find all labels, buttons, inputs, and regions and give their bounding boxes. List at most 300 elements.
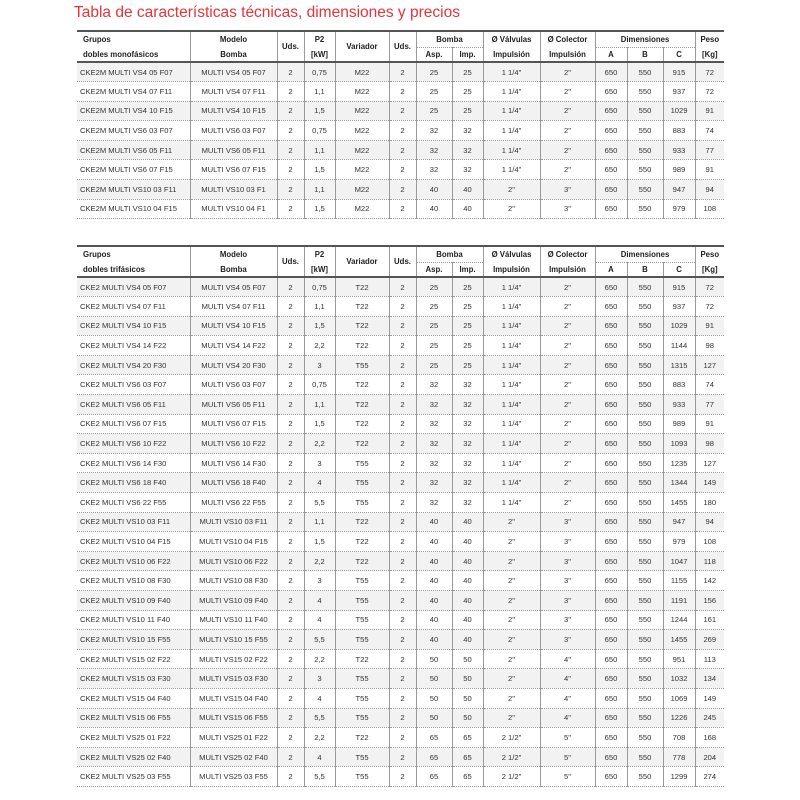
table-row xyxy=(77,316,724,336)
col-header-peso-unit: [Kg] xyxy=(695,262,724,277)
cell-dim-b: 550 xyxy=(627,199,663,219)
cell-imp: 32 xyxy=(452,121,483,141)
cell-peso: 72 xyxy=(695,82,724,102)
cell-dim-a: 650 xyxy=(595,728,627,748)
cell-dim-a: 650 xyxy=(595,297,627,317)
spec-table-monofasicos xyxy=(77,30,724,219)
cell-modelo: MULTI VS10 03 F1 xyxy=(190,180,277,200)
cell-asp: 32 xyxy=(416,453,452,473)
cell-peso: 94 xyxy=(695,180,724,200)
cell-uds: 2 xyxy=(277,532,304,552)
cell-dim-c: 947 xyxy=(663,512,695,532)
cell-modelo: MULTI VS6 07 F15 xyxy=(190,414,277,434)
cell-uds: 2 xyxy=(277,551,304,571)
col-header-uds2: Uds. xyxy=(389,246,416,277)
cell-colector: 3" xyxy=(540,610,595,630)
page-title: Tabla de características técnicas, dimensiones y precios xyxy=(74,4,460,21)
cell-imp: 32 xyxy=(452,493,483,513)
cell-asp: 50 xyxy=(416,708,452,728)
cell-uds: 2 xyxy=(277,747,304,767)
cell-peso: 77 xyxy=(695,140,724,160)
cell-variador: T22 xyxy=(335,532,389,552)
table-row xyxy=(77,551,724,571)
table-row xyxy=(77,434,724,454)
cell-p2: 5,5 xyxy=(304,493,335,513)
cell-dim-a: 650 xyxy=(595,375,627,395)
cell-valvulas: 2" xyxy=(483,532,540,552)
cell-colector: 3" xyxy=(540,180,595,200)
cell-asp: 32 xyxy=(416,395,452,415)
cell-grupo: CKE2M MULTI VS10 03 F11 xyxy=(80,184,177,194)
cell-dim-c: 937 xyxy=(663,297,695,317)
cell-imp: 40 xyxy=(452,199,483,219)
cell-dim-b: 550 xyxy=(627,688,663,708)
cell-valvulas: 1 1/4" xyxy=(483,297,540,317)
cell-valvulas: 1 1/4" xyxy=(483,355,540,375)
cell-valvulas: 2" xyxy=(483,591,540,611)
cell-dim-a: 650 xyxy=(595,669,627,689)
cell-peso: 108 xyxy=(695,532,724,552)
cell-dim-a: 650 xyxy=(595,747,627,767)
cell-p2: 0,75 xyxy=(304,62,335,82)
cell-imp: 25 xyxy=(452,82,483,102)
cell-modelo: MULTI VS10 06 F22 xyxy=(190,551,277,571)
cell-modelo: MULTI VS15 02 F22 xyxy=(190,649,277,669)
cell-colector: 2" xyxy=(540,101,595,121)
cell-asp: 40 xyxy=(416,180,452,200)
cell-p2: 0,75 xyxy=(304,375,335,395)
cell-modelo: MULTI VS4 10 F15 xyxy=(190,316,277,336)
cell-dim-c: 1455 xyxy=(663,630,695,650)
col-header-dimensiones: Dimensiones xyxy=(595,31,695,47)
cell-dim-a: 650 xyxy=(595,62,627,82)
cell-dim-c: 1093 xyxy=(663,434,695,454)
cell-grupo: CKE2 MULTI VS10 11 F40 xyxy=(80,615,171,625)
cell-dim-b: 550 xyxy=(627,493,663,513)
cell-variador: M22 xyxy=(335,121,389,141)
cell-colector: 2" xyxy=(540,316,595,336)
cell-colector: 5" xyxy=(540,728,595,748)
cell-p2: 1,5 xyxy=(304,160,335,180)
cell-grupo: CKE2 MULTI VS4 07 F11 xyxy=(80,301,166,311)
cell-uds: 2 xyxy=(277,355,304,375)
cell-peso: 72 xyxy=(695,297,724,317)
col-header-c: C xyxy=(663,262,695,277)
cell-modelo: MULTI VS6 07 F15 xyxy=(190,160,277,180)
cell-valvulas: 1 1/4" xyxy=(483,395,540,415)
cell-dim-b: 550 xyxy=(627,669,663,689)
cell-grupo: CKE2 MULTI VS10 08 F30 xyxy=(80,576,171,586)
cell-asp: 40 xyxy=(416,610,452,630)
cell-dim-b: 550 xyxy=(627,395,663,415)
cell-uds2: 2 xyxy=(389,395,416,415)
cell-dim-c: 1235 xyxy=(663,453,695,473)
cell-colector: 5" xyxy=(540,747,595,767)
cell-colector: 2" xyxy=(540,121,595,141)
cell-peso: 156 xyxy=(695,591,724,611)
cell-asp: 32 xyxy=(416,121,452,141)
cell-valvulas: 1 1/4" xyxy=(483,82,540,102)
cell-peso: 72 xyxy=(695,62,724,82)
cell-valvulas: 1 1/4" xyxy=(483,62,540,82)
cell-variador: T55 xyxy=(335,669,389,689)
cell-dim-a: 650 xyxy=(595,199,627,219)
col-header-asp: Asp. xyxy=(416,262,452,277)
cell-dim-b: 550 xyxy=(627,649,663,669)
table-row xyxy=(77,336,724,356)
table-row xyxy=(77,473,724,493)
cell-dim-b: 550 xyxy=(627,316,663,336)
cell-uds2: 2 xyxy=(389,728,416,748)
cell-dim-a: 650 xyxy=(595,649,627,669)
table-row xyxy=(77,297,724,317)
cell-grupo: CKE2 MULTI VS6 10 F22 xyxy=(80,439,167,449)
col-header-variador: Variador xyxy=(335,31,389,62)
cell-asp: 65 xyxy=(416,767,452,787)
col-header-uds: Uds. xyxy=(277,246,304,277)
cell-dim-b: 550 xyxy=(627,708,663,728)
cell-dim-c: 1144 xyxy=(663,336,695,356)
cell-modelo: MULTI VS10 15 F55 xyxy=(190,630,277,650)
cell-uds2: 2 xyxy=(389,610,416,630)
col-header-uds: Uds. xyxy=(277,31,304,62)
cell-valvulas: 1 1/4" xyxy=(483,414,540,434)
cell-colector: 3" xyxy=(540,199,595,219)
cell-uds: 2 xyxy=(277,669,304,689)
col-header-colector-sub: Impulsión xyxy=(540,47,595,62)
cell-uds: 2 xyxy=(277,414,304,434)
cell-valvulas: 2" xyxy=(483,669,540,689)
cell-asp: 40 xyxy=(416,630,452,650)
cell-uds: 2 xyxy=(277,630,304,650)
cell-peso: 91 xyxy=(695,101,724,121)
cell-uds2: 2 xyxy=(389,199,416,219)
cell-grupo: CKE2 MULTI VS15 02 F22 xyxy=(80,654,171,664)
cell-peso: 127 xyxy=(695,453,724,473)
cell-modelo: MULTI VS4 20 F30 xyxy=(190,355,277,375)
cell-peso: 91 xyxy=(695,316,724,336)
cell-modelo: MULTI VS10 11 F40 xyxy=(190,610,277,630)
cell-uds2: 2 xyxy=(389,62,416,82)
cell-peso: 77 xyxy=(695,395,724,415)
cell-uds: 2 xyxy=(277,160,304,180)
cell-uds: 2 xyxy=(277,688,304,708)
cell-dim-c: 915 xyxy=(663,62,695,82)
col-header-colector: Ø Colector xyxy=(540,246,595,262)
table-row xyxy=(77,199,724,219)
col-header-bomba: Bomba xyxy=(416,246,483,262)
col-header-peso: Peso xyxy=(695,246,724,262)
cell-p2: 1,5 xyxy=(304,414,335,434)
cell-asp: 50 xyxy=(416,649,452,669)
cell-uds2: 2 xyxy=(389,355,416,375)
cell-asp: 25 xyxy=(416,297,452,317)
table-row xyxy=(77,101,724,121)
cell-uds: 2 xyxy=(277,316,304,336)
cell-asp: 65 xyxy=(416,747,452,767)
cell-variador: T22 xyxy=(335,277,389,297)
cell-dim-a: 650 xyxy=(595,434,627,454)
cell-colector: 3" xyxy=(540,532,595,552)
cell-dim-c: 1315 xyxy=(663,355,695,375)
cell-asp: 32 xyxy=(416,140,452,160)
cell-peso: 74 xyxy=(695,121,724,141)
cell-imp: 25 xyxy=(452,336,483,356)
cell-p2: 1,1 xyxy=(304,82,335,102)
cell-colector: 3" xyxy=(540,512,595,532)
cell-colector: 2" xyxy=(540,434,595,454)
cell-uds: 2 xyxy=(277,375,304,395)
cell-colector: 2" xyxy=(540,140,595,160)
cell-dim-c: 979 xyxy=(663,199,695,219)
cell-dim-c: 1155 xyxy=(663,571,695,591)
cell-peso: 161 xyxy=(695,610,724,630)
cell-imp: 40 xyxy=(452,610,483,630)
group-label: Grupos xyxy=(83,35,111,44)
cell-grupo: CKE2M MULTI VS4 10 F15 xyxy=(80,106,173,116)
cell-imp: 32 xyxy=(452,434,483,454)
cell-dim-b: 550 xyxy=(627,277,663,297)
cell-variador: T22 xyxy=(335,316,389,336)
table-row xyxy=(77,728,724,748)
cell-asp: 25 xyxy=(416,277,452,297)
cell-dim-c: 1244 xyxy=(663,610,695,630)
cell-dim-b: 550 xyxy=(627,82,663,102)
cell-modelo: MULTI VS6 03 F07 xyxy=(190,121,277,141)
cell-dim-a: 650 xyxy=(595,551,627,571)
cell-dim-a: 650 xyxy=(595,395,627,415)
cell-uds: 2 xyxy=(277,121,304,141)
cell-asp: 65 xyxy=(416,728,452,748)
cell-uds2: 2 xyxy=(389,336,416,356)
cell-uds: 2 xyxy=(277,101,304,121)
cell-imp: 32 xyxy=(452,375,483,395)
cell-p2: 2,2 xyxy=(304,728,335,748)
cell-valvulas: 1 1/4" xyxy=(483,493,540,513)
cell-colector: 5" xyxy=(540,767,595,787)
cell-dim-c: 708 xyxy=(663,728,695,748)
table-row xyxy=(77,62,724,82)
cell-variador: T55 xyxy=(335,453,389,473)
cell-asp: 40 xyxy=(416,199,452,219)
cell-modelo: MULTI VS6 22 F55 xyxy=(190,493,277,513)
cell-dim-c: 1047 xyxy=(663,551,695,571)
cell-peso: 113 xyxy=(695,649,724,669)
cell-p2: 1,1 xyxy=(304,180,335,200)
cell-grupo: CKE2 MULTI VS6 14 F30 xyxy=(80,458,167,468)
cell-grupo: CKE2 MULTI VS6 18 F40 xyxy=(80,478,167,488)
table-row xyxy=(77,180,724,200)
table-row xyxy=(77,355,724,375)
cell-peso: 98 xyxy=(695,434,724,454)
cell-uds2: 2 xyxy=(389,747,416,767)
cell-grupo: CKE2 MULTI VS10 09 F40 xyxy=(80,595,171,605)
cell-p2: 3 xyxy=(304,355,335,375)
cell-valvulas: 1 1/4" xyxy=(483,277,540,297)
cell-dim-c: 951 xyxy=(663,649,695,669)
col-header-p2-unit: [kW] xyxy=(304,262,335,277)
cell-uds2: 2 xyxy=(389,140,416,160)
cell-dim-b: 550 xyxy=(627,375,663,395)
cell-imp: 40 xyxy=(452,532,483,552)
cell-modelo: MULTI VS6 05 F11 xyxy=(190,140,277,160)
cell-variador: T22 xyxy=(335,297,389,317)
cell-peso: 98 xyxy=(695,336,724,356)
cell-dim-c: 1226 xyxy=(663,708,695,728)
cell-colector: 2" xyxy=(540,414,595,434)
cell-dim-a: 650 xyxy=(595,708,627,728)
cell-dim-a: 650 xyxy=(595,336,627,356)
cell-uds2: 2 xyxy=(389,277,416,297)
table-row xyxy=(77,375,724,395)
table-row xyxy=(77,571,724,591)
cell-dim-a: 650 xyxy=(595,512,627,532)
cell-valvulas: 2" xyxy=(483,571,540,591)
cell-p2: 2,2 xyxy=(304,434,335,454)
cell-asp: 32 xyxy=(416,473,452,493)
cell-modelo: MULTI VS4 05 F07 xyxy=(190,62,277,82)
cell-dim-c: 947 xyxy=(663,180,695,200)
cell-modelo: MULTI VS15 03 F30 xyxy=(190,669,277,689)
cell-valvulas: 1 1/4" xyxy=(483,140,540,160)
spec-table-trifasicos xyxy=(77,245,724,787)
cell-dim-c: 933 xyxy=(663,395,695,415)
cell-dim-a: 650 xyxy=(595,532,627,552)
cell-asp: 32 xyxy=(416,493,452,513)
cell-variador: T55 xyxy=(335,747,389,767)
cell-variador: T55 xyxy=(335,630,389,650)
cell-imp: 25 xyxy=(452,355,483,375)
cell-uds: 2 xyxy=(277,649,304,669)
cell-uds2: 2 xyxy=(389,316,416,336)
table-row xyxy=(77,414,724,434)
cell-dim-a: 650 xyxy=(595,688,627,708)
cell-dim-c: 937 xyxy=(663,82,695,102)
cell-dim-c: 778 xyxy=(663,747,695,767)
cell-variador: T22 xyxy=(335,728,389,748)
cell-grupo: CKE2M MULTI VS10 04 F15 xyxy=(80,204,177,214)
cell-asp: 25 xyxy=(416,101,452,121)
cell-grupo: CKE2 MULTI VS4 05 F07 xyxy=(80,282,167,292)
cell-imp: 50 xyxy=(452,708,483,728)
cell-asp: 25 xyxy=(416,336,452,356)
cell-valvulas: 2" xyxy=(483,180,540,200)
cell-uds2: 2 xyxy=(389,767,416,787)
cell-asp: 40 xyxy=(416,512,452,532)
cell-p2: 2,2 xyxy=(304,649,335,669)
cell-dim-a: 650 xyxy=(595,121,627,141)
cell-grupo: CKE2M MULTI VS6 05 F11 xyxy=(80,145,173,155)
cell-dim-a: 650 xyxy=(595,493,627,513)
table-row xyxy=(77,610,724,630)
cell-modelo: MULTI VS25 01 F22 xyxy=(190,728,277,748)
cell-colector: 3" xyxy=(540,630,595,650)
cell-modelo: MULTI VS10 09 F40 xyxy=(190,591,277,611)
cell-grupo: CKE2 MULTI VS10 03 F11 xyxy=(80,517,171,527)
cell-grupo: CKE2M MULTI VS6 03 F07 xyxy=(80,126,173,136)
cell-grupo: CKE2 MULTI VS15 04 F40 xyxy=(80,693,171,703)
cell-p2: 1,1 xyxy=(304,512,335,532)
cell-variador: T55 xyxy=(335,767,389,787)
cell-modelo: MULTI VS4 07 F11 xyxy=(190,297,277,317)
col-header-dimensiones: Dimensiones xyxy=(595,246,695,262)
cell-grupo: CKE2M MULTI VS6 07 F15 xyxy=(80,165,173,175)
cell-imp: 32 xyxy=(452,395,483,415)
cell-imp: 40 xyxy=(452,591,483,611)
cell-grupo: CKE2M MULTI VS4 05 F07 xyxy=(80,67,173,77)
cell-valvulas: 2" xyxy=(483,199,540,219)
cell-variador: M22 xyxy=(335,82,389,102)
cell-asp: 25 xyxy=(416,62,452,82)
cell-dim-c: 915 xyxy=(663,277,695,297)
cell-valvulas: 2" xyxy=(483,610,540,630)
cell-valvulas: 1 1/4" xyxy=(483,375,540,395)
cell-dim-b: 550 xyxy=(627,121,663,141)
col-header-imp: Imp. xyxy=(452,262,483,277)
cell-grupo: CKE2 MULTI VS25 03 F55 xyxy=(80,772,171,782)
cell-peso: 72 xyxy=(695,277,724,297)
cell-dim-a: 650 xyxy=(595,101,627,121)
cell-p2: 5,5 xyxy=(304,630,335,650)
cell-uds2: 2 xyxy=(389,551,416,571)
cell-dim-b: 550 xyxy=(627,434,663,454)
col-header-modelo: Modelo xyxy=(190,31,277,47)
cell-dim-b: 550 xyxy=(627,453,663,473)
cell-asp: 25 xyxy=(416,82,452,102)
cell-valvulas: 2 1/2" xyxy=(483,728,540,748)
cell-colector: 3" xyxy=(540,591,595,611)
cell-colector: 2" xyxy=(540,375,595,395)
cell-p2: 3 xyxy=(304,571,335,591)
table-row xyxy=(77,669,724,689)
col-header-b: B xyxy=(627,262,663,277)
cell-dim-c: 1344 xyxy=(663,473,695,493)
col-header-colector: Ø Colector xyxy=(540,31,595,47)
cell-peso: 149 xyxy=(695,473,724,493)
cell-p2: 4 xyxy=(304,747,335,767)
cell-variador: M22 xyxy=(335,62,389,82)
col-header-uds2: Uds. xyxy=(389,31,416,62)
cell-dim-c: 1191 xyxy=(663,591,695,611)
cell-grupo: CKE2 MULTI VS10 06 F22 xyxy=(80,556,171,566)
cell-uds: 2 xyxy=(277,610,304,630)
cell-uds: 2 xyxy=(277,728,304,748)
cell-dim-b: 550 xyxy=(627,160,663,180)
cell-imp: 25 xyxy=(452,62,483,82)
cell-peso: 134 xyxy=(695,669,724,689)
cell-peso: 269 xyxy=(695,630,724,650)
cell-uds2: 2 xyxy=(389,180,416,200)
col-header-p2: P2 xyxy=(304,31,335,47)
cell-uds: 2 xyxy=(277,395,304,415)
cell-dim-a: 650 xyxy=(595,453,627,473)
table-row xyxy=(77,767,724,787)
cell-dim-c: 1029 xyxy=(663,101,695,121)
cell-variador: M22 xyxy=(335,160,389,180)
col-header-variador: Variador xyxy=(335,246,389,277)
table-row xyxy=(77,747,724,767)
cell-variador: T55 xyxy=(335,571,389,591)
cell-asp: 32 xyxy=(416,375,452,395)
cell-valvulas: 1 1/4" xyxy=(483,316,540,336)
cell-imp: 32 xyxy=(452,453,483,473)
col-header-valvulas: Ø Válvulas xyxy=(483,31,540,47)
col-header-p2-unit: [kW] xyxy=(304,47,335,62)
col-header-p2: P2 xyxy=(304,246,335,262)
cell-valvulas: 2" xyxy=(483,551,540,571)
cell-uds: 2 xyxy=(277,140,304,160)
cell-p2: 1,5 xyxy=(304,532,335,552)
